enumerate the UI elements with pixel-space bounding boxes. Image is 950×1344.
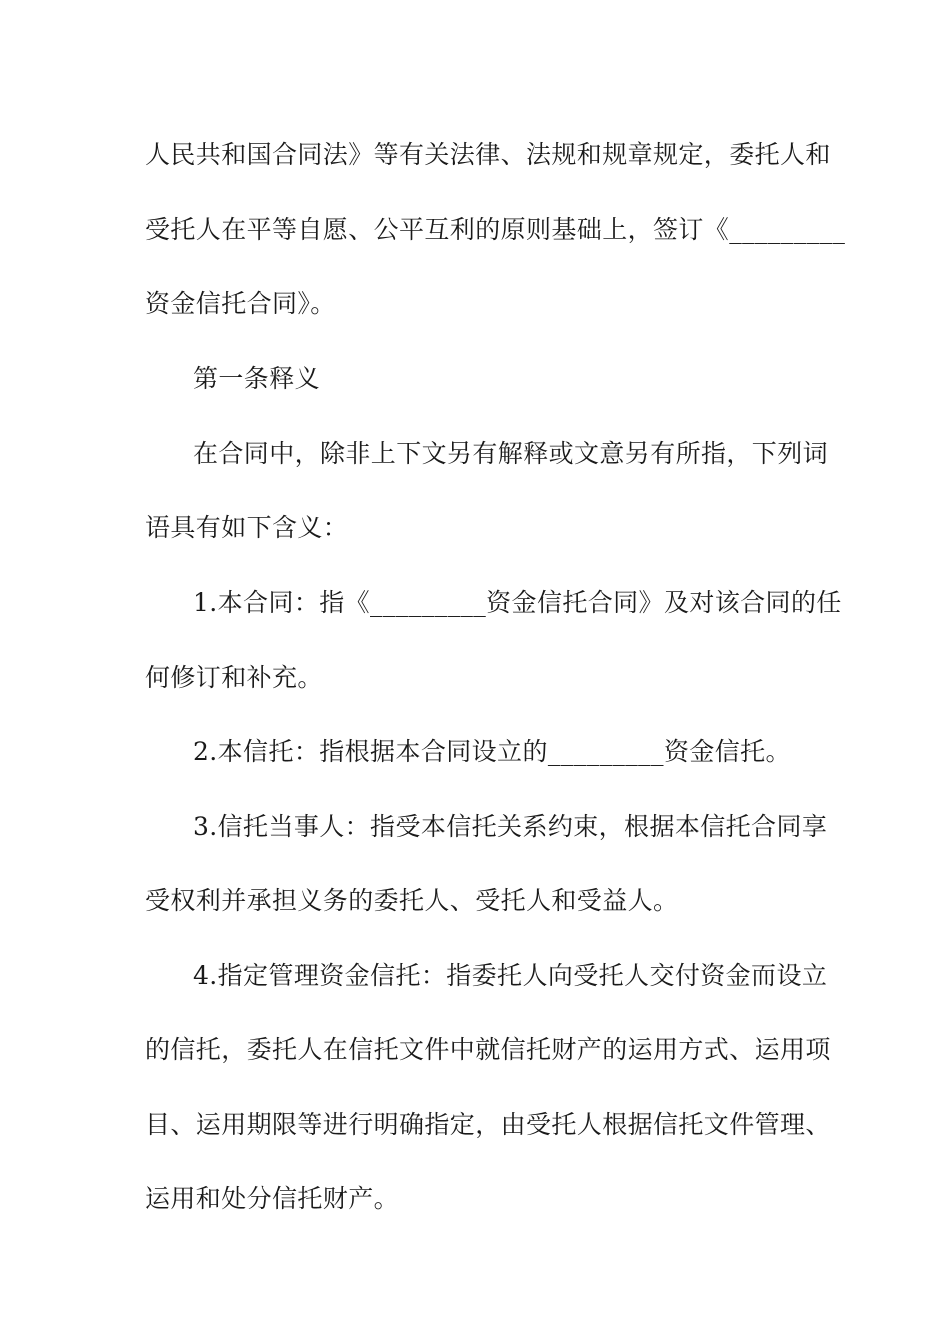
list-item: 4.指定管理资金信托：指委托人向受托人交付资金而设立 <box>193 961 828 990</box>
list-item: 2.本信托：指根据本合同设立的_________资金信托。 <box>193 737 791 766</box>
text-line: 受托人在平等自愿、公平互利的原则基础上，签订《_________ <box>145 215 846 244</box>
text-line: 目、运用期限等进行明确指定，由受托人根据信托文件管理、 <box>145 1110 831 1139</box>
text-line: 的信托，委托人在信托文件中就信托财产的运用方式、运用项 <box>145 1035 831 1064</box>
text-line: 何修订和补充。 <box>145 663 323 692</box>
text-line: 语具有如下含义： <box>145 513 349 542</box>
text-line: 资金信托合同》。 <box>145 289 336 318</box>
text-line: 运用和处分信托财产。 <box>145 1184 400 1213</box>
list-item: 3.信托当事人：指受本信托关系约束，根据本信托合同享 <box>193 812 828 841</box>
text-line: 在合同中，除非上下文另有解释或文意另有所指，下列词 <box>193 439 829 468</box>
section-heading: 第一条释义 <box>193 364 321 393</box>
text-line: 受权利并承担义务的委托人、受托人和受益人。 <box>145 886 679 915</box>
list-item: 1.本合同：指《_________资金信托合同》及对该合同的任 <box>193 588 842 617</box>
text-line: 人民共和国合同法》等有关法律、法规和规章规定，委托人和 <box>145 140 831 169</box>
